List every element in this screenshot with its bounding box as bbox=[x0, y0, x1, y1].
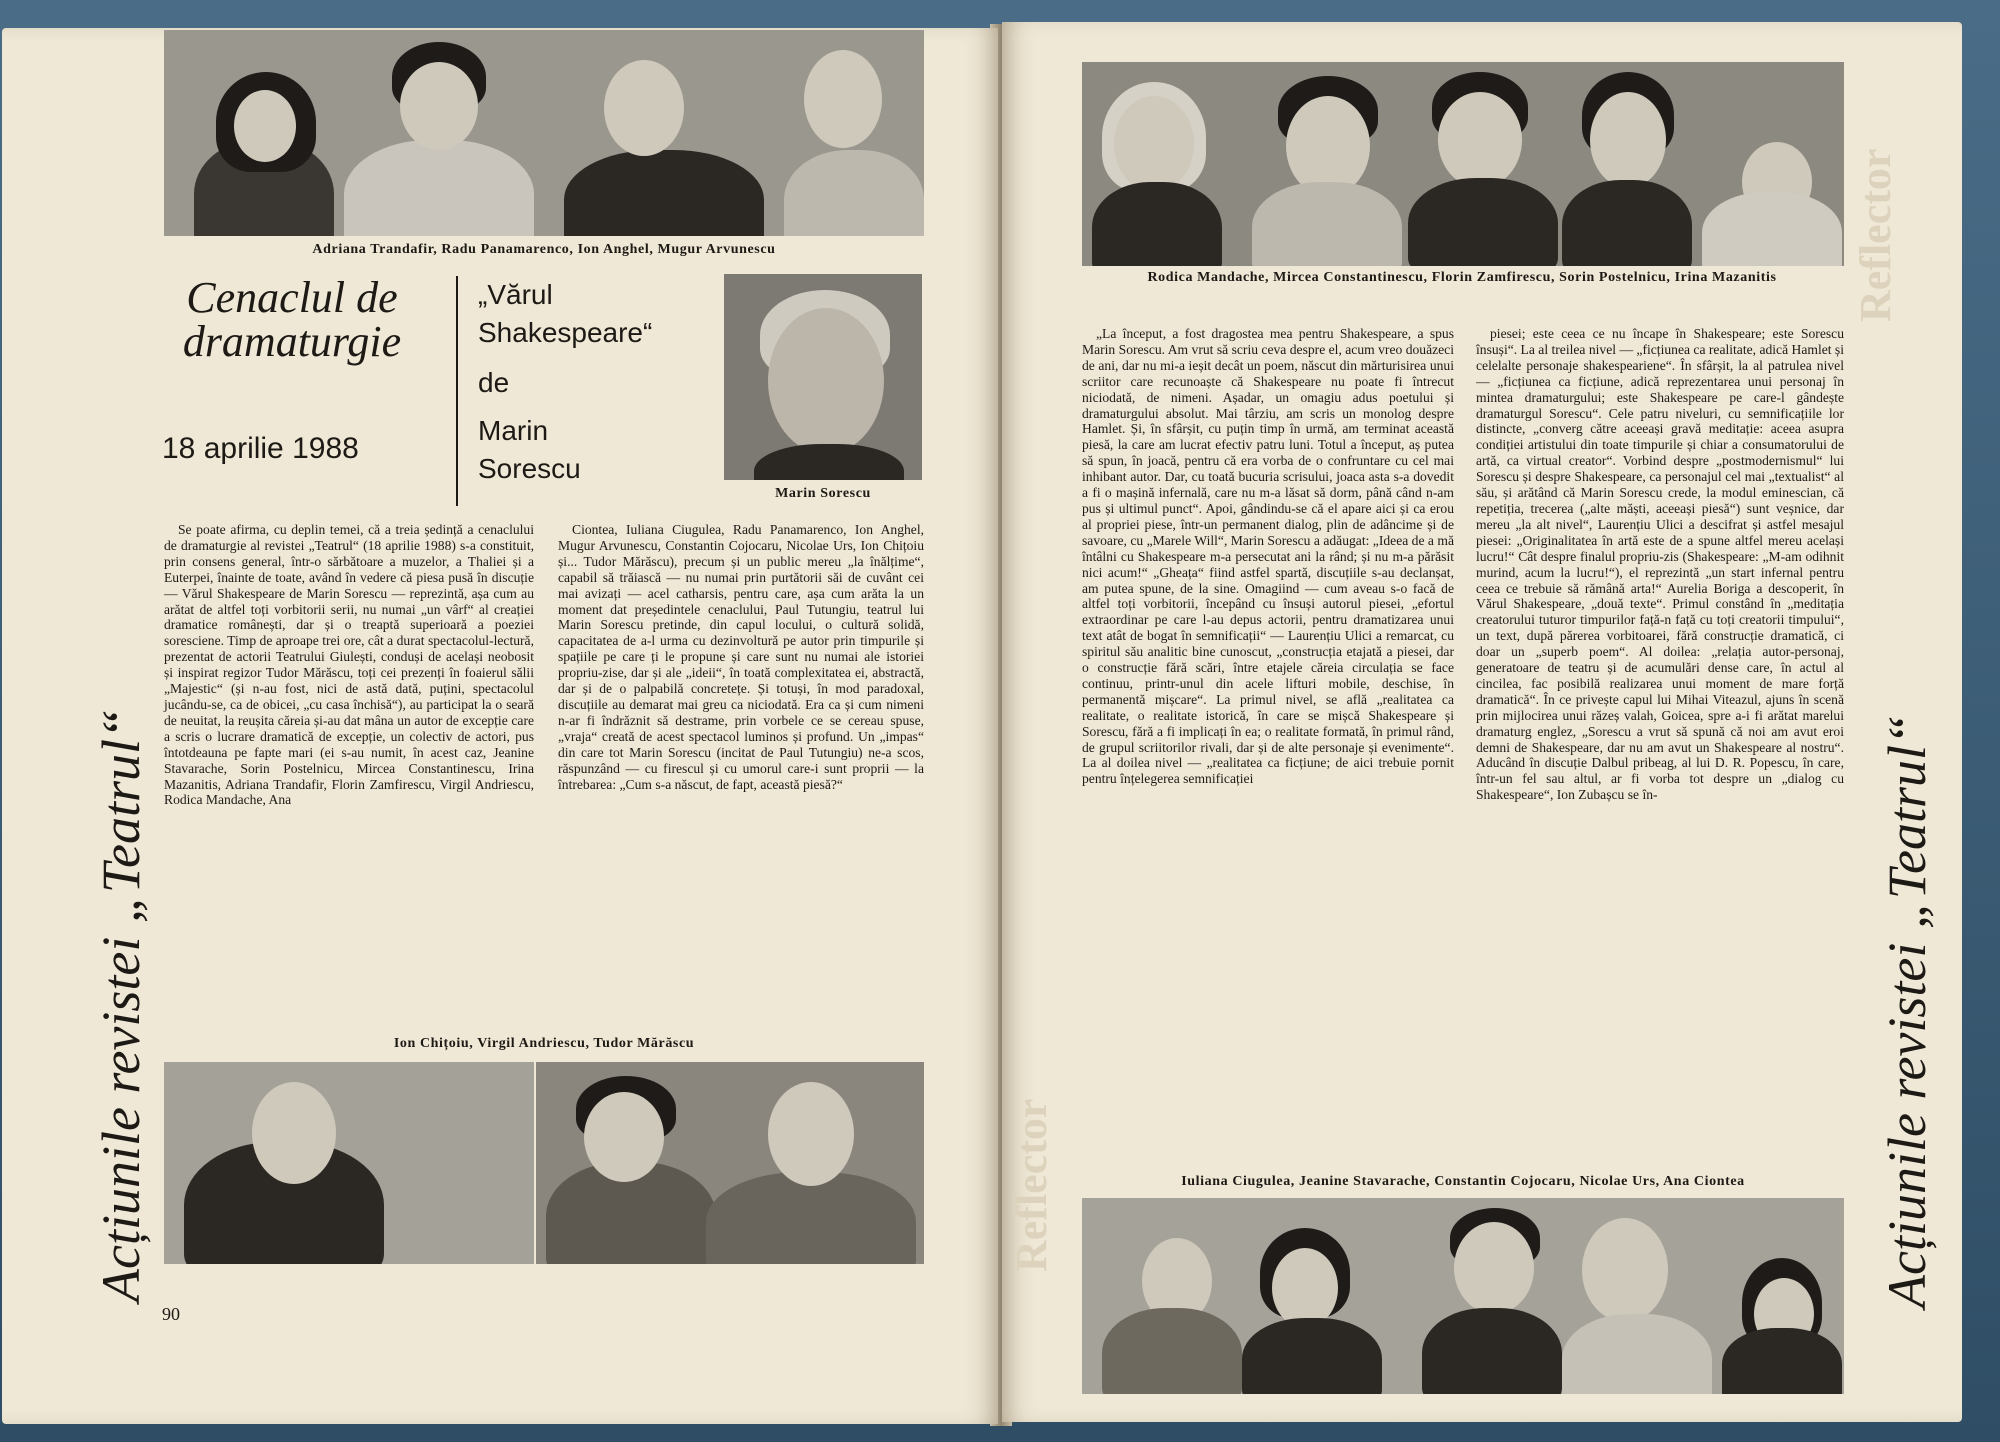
paragraph: Se poate afirma, cu deplin temei, că a treia ședință a cenaclului de dramaturgie al revistei „Teatrul“ (18 aprilie 1988) s-a constituit, prin consens general, într-o sărbătoare a muzelor, a Thaliei și a Euterpei, înainte de toate, având în vedere că piesa pusă în discuție — Vărul Shakespeare de Marin Sorescu — reprezintă, așa cum au arătat de altfel toți vorbitorii serii, nu numai „un vârf“ al creației dramatice românești, dar și o treaptă superioară a poeziei soresciene. Timp de aproape trei ore, cât a durat spectacolul-lectură, prezentat de actorii Teatrului Giulești, conduși de același neobosit și inspirat regizor Tudor Mărăscu, toți cei prezenți în foaierul sălii „Majestic“ (și n-au fost, nici de astă dată, puțini, spectacolul jucându-se, ca de obicei, „cu casa închisă“), au participat la o seară de neuitat, la reușita căreia și-au dat mâna un autor de excepție care a scris o lucrare dramatică de excepție, un colectiv de actori, pus întotdeauna pe fapte mari (ei s-au numit, în acest caz, Jeanine Stavarache, Sorin Postelnicu, Mircea Constantinescu, Irina Mazanitis, Adriana Trandafir, Florin Zamfirescu, Virgil Andriescu, Rodica Mandache, Ana bbox=[164, 522, 534, 808]
bottom-photo-right bbox=[536, 1062, 924, 1264]
paragraph: piesei; este ceea ce nu încape în Shakespeare; este Sorescu însuși“. La al treilea nivel — „ficțiunea ca realitate, adică Hamlet și celelalte personaje shakespeariene“. În sfârșit, la al patrulea nivel — „ficțiunea ca ficțiune, adică reprezentarea unui personaj în mintea dramaturgului; este Shakespeare pe care-l gândește dramaturgul Sorescu“. Cele patru niveluri, cu semnificațiile lor distincte, „converg către aceeași gravă meditație: aceea asupra condiției artistului din toate timpurile și chiar a consumatorului de artă, ca virtual creator“. Vorbind despre „postmodernismul“ lui Sorescu și despre Shakespeare, ca personajul cel mai „textualist“ al său, și arătând că Marin Sorescu crede, la modul eminescian, că repetiția, trecerea („alte măști, aceeași piesă“) sunt veșnice, dar mereu „la alt nivel“, Laurențiu Ulici a descifrat și astfel mesajul piesei: „Originalitatea în artă este de a spune altfel mereu același lucru!“ Cât despre finalul propriu-zis (Shakespeare: „M-am odihnit murind, acum la lucru!“), el reprezintă „un start infernal pentru ceea ce trebuie să rămână arta!“ Aurelia Boriga a descoperit, în Vărul Shakespeare, „două texte“. Primul constând în „meditația creatorului tuturor timpurilor față-n față cu toți creatorii timpului“, un text, după părerea vorbitoarei, fără construcție dramatică, ci doar un „superb poem“. Al doilea: „relația autor-personaj, generatoare de teatru și de acumulări dense care, în actul al cincilea, fac posibilă realizarea unui moment de mare forță dramatică“. În ce privește capul lui Mihai Viteazul, ajuns în scenă prin mijlocirea unui răzeș valah, Goicea, spre a-i fi arătat marelui dramaturg englez, „Sorescu a vrut să spună că noi am avut eroi demni de Shakespeare, dar nu am avut un Shakespeare al nostru“. Aducând în discuție Dalbul pribeag, al lui D. R. Popescu, în care, într-un fel sau altul, ar fi vorba tot despre un „dialog cu Shakespeare“, Ion Zubașcu se în- bbox=[1476, 326, 1844, 803]
top-group-photo bbox=[164, 30, 924, 236]
paragraph: Ciontea, Iuliana Ciugulea, Radu Panamarenco, Ion Anghel, Mugur Arvunescu, Constantin Cojocaru, Nicolae Urs, Ion Chițoiu și... Tudor Mărăscu), precum și un public mereu „la înălțime“, capabil să trăiască — nu numai prin purtătorii săi de cuvânt cei mai avizați — acel catharsis, pentru care, așa cum arăta la un moment dat președintele cenaclului, Paul Tutungiu, teatrul lui Marin Sorescu pretinde, din capul locului, o cultură solidă, capacitatea de a-l urma cu dezinvoltură pe autor prin timpurile și spațiile pe care ți le propune și care sunt nu numai ale istoriei propriu-zise, dar și ale „ideii“, în toată complexitatea ei, abstractă, dar și de o palpabilă concretețe. Și totuși, în mod paradoxal, discuțiile au demarat mai greu ca niciodată. Era ca și cum nimeni n-ar fi îndrăznit să destrame, prin vorbele ce se cereau spuse, „vraja“ creată de acest spectacol luminos și profund. Un „impas“ din care tot Marin Sorescu (incitat de Paul Tutungiu) ne-a scos, răspunzând — cu firescul și cu umorul care-i sunt proprii — la întrebarea: „Cum s-a născut, de fapt, această piesă?“ bbox=[558, 522, 924, 792]
portrait-caption: Marin Sorescu bbox=[775, 486, 871, 501]
page-number: 90 bbox=[162, 1304, 180, 1324]
subtitle-line: de bbox=[478, 367, 510, 398]
left-vertical-title: Acțiunile revistei „Teatrul“ bbox=[91, 709, 151, 1302]
play-subtitle bbox=[478, 276, 708, 488]
article-title: Cenaclul de dramaturgie bbox=[182, 273, 402, 366]
right-page bbox=[1002, 22, 1962, 1422]
left-page bbox=[2, 28, 998, 1424]
subtitle-line: Sorescu bbox=[478, 453, 581, 484]
ghost-reflector-top: Reflector bbox=[1851, 148, 1900, 322]
title-divider bbox=[456, 276, 458, 506]
sorescu-portrait bbox=[724, 274, 922, 480]
subtitle-line: Shakespeare“ bbox=[478, 317, 653, 348]
right-vertical-title: Acțiunile revistei „Teatrul“ bbox=[1877, 715, 1937, 1308]
ghost-reflector-bottom: Reflector bbox=[1007, 1098, 1056, 1272]
right-bottom-group-photo bbox=[1082, 1198, 1844, 1394]
right-column-2 bbox=[1476, 326, 1844, 1170]
right-top-photo-caption: Rodica Mandache, Mircea Constantinescu, Florin Zamfirescu, Sorin Postelnicu, Irina Mazanitis bbox=[1147, 270, 1777, 285]
article-date: 18 aprilie 1988 bbox=[162, 432, 359, 465]
left-column-2 bbox=[558, 522, 924, 1044]
bottom-photo-caption: Ion Chițoiu, Virgil Andriescu, Tudor Mărăscu bbox=[393, 1036, 695, 1051]
subtitle-line: „Vărul bbox=[478, 279, 553, 310]
right-column-1 bbox=[1082, 326, 1454, 1170]
subtitle-line: Marin bbox=[478, 415, 549, 446]
right-bottom-photo-caption: Iuliana Ciugulea, Jeanine Stavarache, Constantin Cojocaru, Nicolae Urs, Ana Ciontea bbox=[1181, 1174, 1745, 1189]
top-photo-caption: Adriana Trandafir, Radu Panamarenco, Ion Anghel, Mugur Arvunescu bbox=[312, 242, 776, 257]
right-top-group-photo bbox=[1082, 62, 1844, 266]
paragraph: „La început, a fost dragostea mea pentru Shakespeare, a spus Marin Sorescu. Am vrut să scriu ceva despre el, acum vreo douăzeci de ani, dar nu mi-a ieșit decât un poem, născut din mărturisirea unui scriitor care recunoaște că Shakespeare nu poate fi întrecut niciodată, de nimeni. Așadar, un omagiu adus poetului și dramaturgului absolut. Mai târziu, am scris un monolog despre Hamlet. Și, în sfârșit, cu puțin timp în urmă, am terminat această piesă, la care am lucrat efectiv patru luni. Totul a început, aș putea să spun, în joacă, pentru că era vorba de o confruntare cu cel mai inhibant autor. Dar, cu toată bucuria scrisului, joaca asta s-a dovedit a fi o mașină infernală, care nu m-a lăsat să dorm, până când n-am pus și ultimul punct“. Apoi, gândindu-se că el apare aici și ca erou al propriei piese, într-un permanent dialog, plin de adâncime și de savoare, cu „Marele Will“, Marin Sorescu a adăugat: „Ideea de a mă întâlni cu Shakespeare m-a persecutat ani la rând; și nu m-a părăsit nici acum!“ „Gheața“ fiind astfel spartă, discuțiile s-au declanșat, am putea spune, de la sine. Omagiind — cum aveau s-o facă de altfel toți vorbitorii, începând cu însuși autorul piesei, „efortul extraordinar pe care l-au depus actorii, pentru dramatizarea unui text atât de bogat în semnificații“ — Laurențiu Ulici a remarcat, cu spiritul său analitic bine cunoscut, „construcția etajată a piesei, dar o construcție fără scări, între etajele căreia circulația se face continuu, printr-unul din acele lifturi mobile, deschise, în permanentă mișcare“. La primul nivel, se află „realitatea ca realitate, o realitate istorică, în care se mișcă Shakespeare și Sorescu, fără a fi implicați în ea; o realitate formată, în primul rând, de grupul scriitorilor rivali, dar și de alte personaje și evenimente“. La al doilea nivel — „realitatea ca ficțiune; de aici trebuie pornit pentru înțelegerea semnificației bbox=[1082, 326, 1454, 787]
left-column-1 bbox=[164, 522, 534, 1044]
bottom-photo-left bbox=[164, 1062, 534, 1264]
